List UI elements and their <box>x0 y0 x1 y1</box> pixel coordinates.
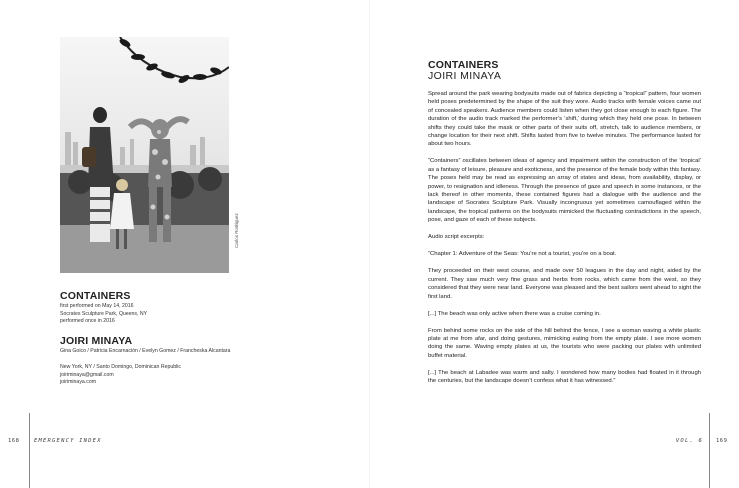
performance-photo <box>60 37 229 273</box>
body-paragraph: From behind some rocks on the side of the hill behind the fence, I see a woman waving a white plastic plate at me from afar, and doing gestures, mimicking eating from the empty plate. I see more women doing the same. Waving empty plates at us, the tourists who were packing our plates with unlimited buffet material. <box>428 327 701 359</box>
body-paragraph: Spread around the park wearing bodysuits made out of fabrics depicting a “tropical” pattern, four women held poses predetermined by the shape of the suit they wore. Audio tracks with female voices came out of concealed speakers. Audience members could listen when they got close enough to each figure. The duration of the audio track marked the performer’s ‘shift,’ during which they held one pose. In between shifts they could take the mask or other parts of their suits off, stretch, talk to audience members, or change location for their next shift. Shifts lasted from five to twelve minutes. The performance lasted for about two hours. <box>428 91 701 148</box>
collaborators: Gina Goico / Patricia Encarnación / Evelyn Gomez / Francheska Alcantara <box>60 348 231 354</box>
body-paragraph: “Containers” oscillates between ideas of agency and impairment within the construction of the ‘tropical’ as a fantasy of leisure, pleasure and exoticness, and the presence of the female body within this fantasy. The poses held may be read as expressing an array of states and ideas, from availability, display, or power, to resignation and idleness. Through the presence of gaze and speech in some instances, or the lack thereof in other moments, these contained figures had a dialogue with the audience and the landscape of Socrates Sculpture Park. Visually incongruous yet sometimes camouflaged within the landscape, the tropical patterns on the bodysuits mimicked the fluctuating contradictions in the speech, pose, and gaze of each of these subjects. <box>428 158 701 224</box>
meta-line: first performed on May 14, 2016 <box>60 303 134 309</box>
body-paragraph: They proceeded on their west course, and made over 50 leagues in the day and night, aided by the current. They saw much very fine grass and herbs from rocks, which came from the west, so they considered that they were near land. Everyone was pleased and the best sailors went ahead to sight the first land. <box>428 268 701 300</box>
article-artist: JOIRI MINAYA <box>428 70 502 82</box>
running-footer-left: EMERGENCY INDEX <box>34 438 102 444</box>
photo-illustration <box>60 37 229 273</box>
photo-credit: Carlos Rodriguez <box>234 213 239 248</box>
contact-email: joiriminaya@gmail.com <box>60 371 114 378</box>
article-title: CONTAINERS <box>428 59 499 71</box>
body-paragraph: [...] The beach at Labadee was warm and salty. I wondered how many bodies had floated in it through the centuries, but the landscape doesn’t confess what it has witnessed.” <box>428 369 701 385</box>
footer-rule-right <box>709 413 710 488</box>
piece-title: CONTAINERS <box>60 290 131 302</box>
contact-location: New York, NY / Santo Domingo, Dominican Republic <box>60 364 182 370</box>
artist-contact <box>60 364 181 387</box>
running-footer-right: VOL. 6 <box>675 438 703 444</box>
page-number-left: 168 <box>8 438 20 444</box>
page-gutter <box>369 0 370 488</box>
page-number-right: 169 <box>716 438 728 444</box>
footer-rule-left <box>29 413 30 488</box>
contact-website: joiriminaya.com <box>60 379 97 386</box>
performance-meta <box>60 303 147 326</box>
meta-line: performed once in 2016 <box>60 318 115 325</box>
artist-name: JOIRI MINAYA <box>60 335 133 347</box>
body-paragraph: [...] The beach was only active when there was a cruise coming in. <box>428 310 601 317</box>
body-paragraph: “Chapter 1: Adventure of the Seas: You’re not a tourist, you’re on a boat. <box>428 251 617 258</box>
article-body <box>428 90 701 394</box>
meta-line: Socrates Sculpture Park, Queens, NY <box>60 310 148 317</box>
body-paragraph: Audio script excerpts: <box>428 234 485 241</box>
